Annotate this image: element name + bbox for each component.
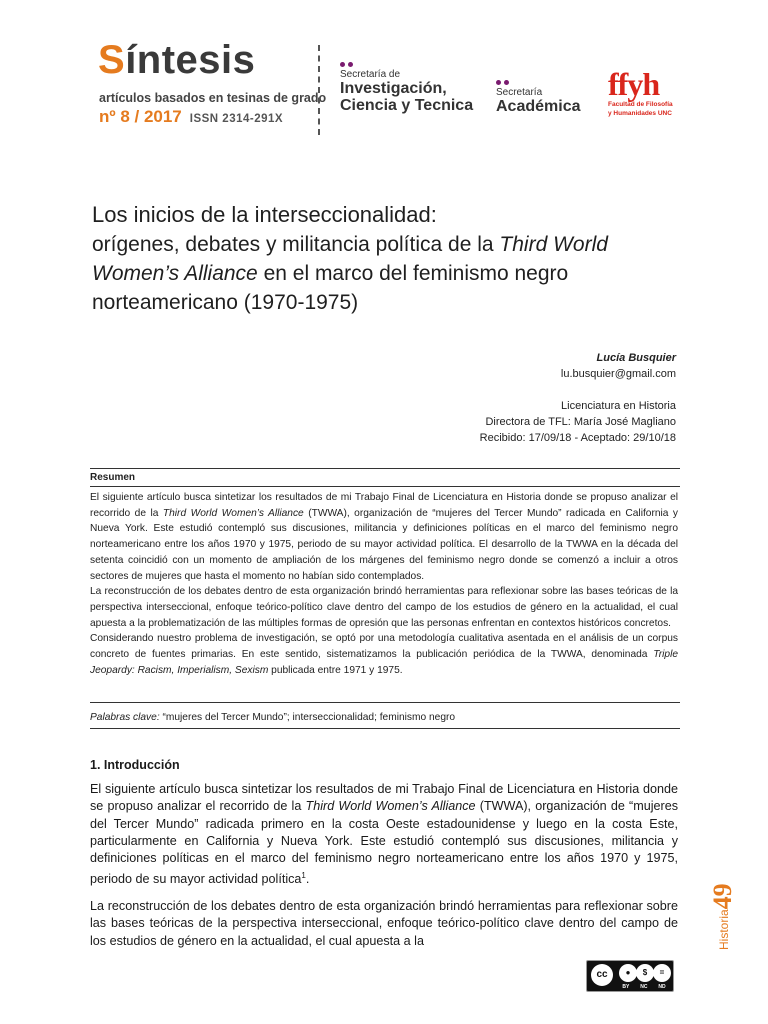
abstract-paragraph: La reconstrucción de los debates dentro de esta organización brindó herramientas para reflexionar sobre las bases teóricas de la perspectiva interseccional, enfoque teórico-político clave dentro del campo de los estudios de género en la actualidad, el cual apuesta a la problematización de las múltiples formas de opresión que las personas enfrentan en contextos históricos concretos. bbox=[90, 586, 678, 629]
keywords-bottom-rule bbox=[90, 728, 680, 729]
body-paragraph: La reconstrucción de los debates dentro de esta organización brindó herramientas para reflexionar sobre las bases teóricas de la perspectiva interseccional, enfoque teórico-político clave dentro del campo de los estudios de género en la actualidad, el cual apuesta a la bbox=[90, 898, 678, 948]
header-divider bbox=[318, 45, 320, 135]
body-paragraph: El siguiente artículo busca sintetizar los resultados de mi Trabajo Final de Licenciatura en Historia donde se propuso analizar el recorrido de la Third World Women’s Alliance (TWWA), organización de “mujeres del Tercer Mundo” radicada primero en la costa Oeste estadounidense y luego en la costa Este, particularmente en California y Nueva York. Este estudió contempló sus discusiones, militancia y definiciones políticas en el marco del feminismo negro norteamericano entre los años 1970 y 1975, periodo de su mayor actividad política$^1$. bbox=[90, 782, 678, 887]
academica-dots-icon bbox=[496, 80, 581, 85]
nc-dollar-icon: $ bbox=[636, 964, 654, 982]
nd-equals-icon: = bbox=[653, 964, 671, 982]
section-heading: 1. Introducción bbox=[90, 758, 180, 772]
keywords: Palabras clave: “mujeres del Tercer Mundo”; interseccionalidad; feminismo negro bbox=[90, 712, 456, 723]
secyt-dots-icon bbox=[340, 62, 473, 67]
cc-license-badge[interactable] bbox=[586, 960, 674, 992]
body-text bbox=[90, 781, 678, 959]
abstract-paragraph: Considerando nuestro problema de investigación, se optó por una metodología cualitativa asentada en el análisis de un corpus concreto de fuentes primarias. En este sentido, sistematizamos la publicación periódica de la TWWA, denominada Triple Jeopardy: Racism, Imperialism, Sexism publicada entre 1971 y 1975. bbox=[90, 633, 678, 676]
secyt-logo: Secretaría de Investigación, Ciencia y Tecnica bbox=[340, 62, 473, 114]
author-block bbox=[480, 350, 676, 446]
issue-info bbox=[99, 107, 283, 127]
author-name: Lucía Busquier bbox=[596, 352, 676, 364]
article-title bbox=[92, 200, 692, 317]
page-section-tag: Historia49 bbox=[708, 883, 737, 950]
cc-license-labels: BY NC ND bbox=[622, 984, 666, 990]
page-number: 49 bbox=[708, 883, 737, 910]
journal-subtitle: artículos basados en tesinas de grado bbox=[99, 91, 327, 105]
thesis-director: Directora de TFL: María José Magliano bbox=[485, 416, 676, 428]
received-accepted-dates: Recibido: 17/09/18 - Aceptado: 29/10/18 bbox=[479, 432, 676, 444]
abstract-paragraph: El siguiente artículo busca sintetizar los resultados de mi Trabajo Final de Licenciatura en Historia donde se propuso analizar el recorrido de la Third World Women’s Alliance (TWWA), organización de “mujeres del Tercer Mundo” radicada en California y Nueva York. Este estudió contempló sus discusiones, militancia y definiciones políticas en el marco del feminismo negro norteamericano entre los años 1970 y 1975, periodo de su mayor actividad política. El desarrollo de la TWWA en la década del setenta coincidió con un momento de ampliación de los márgenes del feminismo negro donde se comenzó a incluir a otros sectores de mujeres que hasta el momento no habían sido contemplados. bbox=[90, 492, 679, 582]
author-program: Licenciatura en Historia bbox=[561, 400, 676, 412]
abstract-label-rule bbox=[90, 486, 680, 487]
abstract-text bbox=[90, 490, 678, 678]
academica-logo: Secretaría Académica bbox=[496, 80, 581, 115]
journal-logo-title: Síntesis bbox=[98, 38, 256, 82]
abstract-bottom-rule bbox=[90, 702, 680, 703]
footnote-ref[interactable]: 1 bbox=[301, 871, 306, 881]
author-email[interactable]: lu.busquier@gmail.com bbox=[560, 368, 676, 380]
by-person-icon: ● bbox=[619, 964, 637, 982]
journal-header bbox=[0, 0, 768, 150]
abstract-top-rule bbox=[90, 468, 680, 469]
ffyh-logo: ffyh Facultad de Filosofía y Humanidades UNC bbox=[608, 66, 673, 117]
title-main: Los inicios de la interseccionalidad: bbox=[92, 202, 437, 227]
issue-number: nº 8 / 2017 bbox=[99, 107, 182, 126]
title-subtitle: orígenes, debates y militancia política de la Third World Women’s Alliance en el marco del feminismo negro norteamericano (1970-1975) bbox=[92, 233, 608, 314]
cc-icon: cc bbox=[591, 964, 613, 986]
abstract-label: Resumen bbox=[90, 472, 136, 483]
issn: ISSN 2314-291X bbox=[189, 113, 284, 125]
